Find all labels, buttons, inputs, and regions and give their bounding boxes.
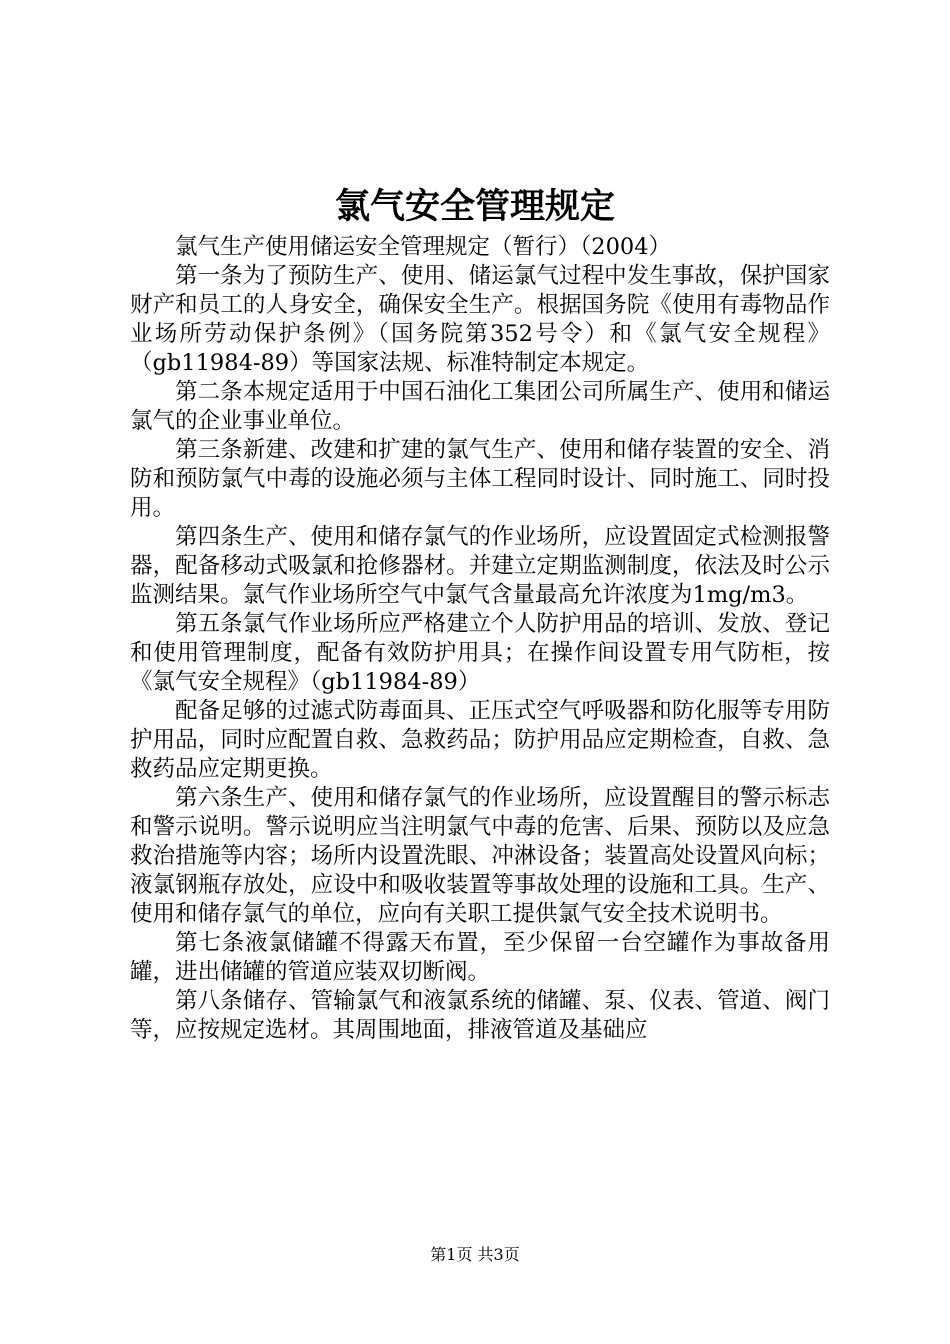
- paragraph-article-4: 第四条生产、使用和储存氯气的作业场所，应设置固定式检测报警器，配备移动式吸氯和抢修器材。并建立定期监测制度，依法及时公示监测结果。氯气作业场所空气中氯气含量最高允许浓度为1mg/m3。: [130, 524, 830, 608]
- paragraph-article-5: 第五条氯气作业场所应严格建立个人防护用品的培训、发放、登记和使用管理制度，配备有效防护用具；在操作间设置专用气防柜，按《氯气安全规程》（gb11984-89）: [130, 611, 830, 695]
- paragraph-article-2: 第二条本规定适用于中国石油化工集团公司所属生产、使用和储运氯气的企业事业单位。: [130, 379, 830, 434]
- paragraph-article-6: 第六条生产、使用和储存氯气的作业场所，应设置醒目的警示标志和警示说明。警示说明应当注明氯气中毒的危害、后果、预防以及应急救治措施等内容；场所内设置洗眼、冲淋设备；装置高处设置风向标；液氯钢瓶存放处，应设中和吸收装置等事故处理的设施和工具。生产、使用和储存氯气的单位，应向有关职工提供氯气安全技术说明书。: [130, 785, 830, 927]
- paragraph-article-8: 第八条储存、管输氯气和液氯系统的储罐、泵、仪表、管道、阀门等，应按规定选材。其周围地面，排液管道及基础应: [130, 988, 830, 1043]
- page-footer: 第1页 共3页: [430, 1245, 520, 1264]
- document-title: 氯气安全管理规定: [334, 186, 615, 227]
- paragraph-subtitle: 氯气生产使用储运安全管理规定（暂行）（2004）: [175, 234, 672, 260]
- paragraph-article-1: 第一条为了预防生产、使用、储运氯气过程中发生事故，保护国家财产和员工的人身安全，确保安全生产。根据国务院《使用有毒物品作业场所劳动保护条例》（国务院第352号令）和《氯气安全规程》（gb11984-89）等国家法规、标准特制定本规定。: [130, 263, 830, 376]
- document-body: [130, 233, 830, 1045]
- paragraph-article-3: 第三条新建、改建和扩建的氯气生产、使用和储存装置的安全、消防和预防氯气中毒的设施必须与主体工程同时设计、同时施工、同时投用。: [130, 437, 830, 521]
- paragraph-article-5-continued: 配备足够的过滤式防毒面具、正压式空气呼吸器和防化服等专用防护用品，同时应配置自救、急救药品；防护用品应定期检查，自救、急救药品应定期更换。: [130, 698, 830, 782]
- paragraph-article-7: 第七条液氯储罐不得露天布置，至少保留一台空罐作为事故备用罐，进出储罐的管道应装双切断阀。: [130, 930, 830, 985]
